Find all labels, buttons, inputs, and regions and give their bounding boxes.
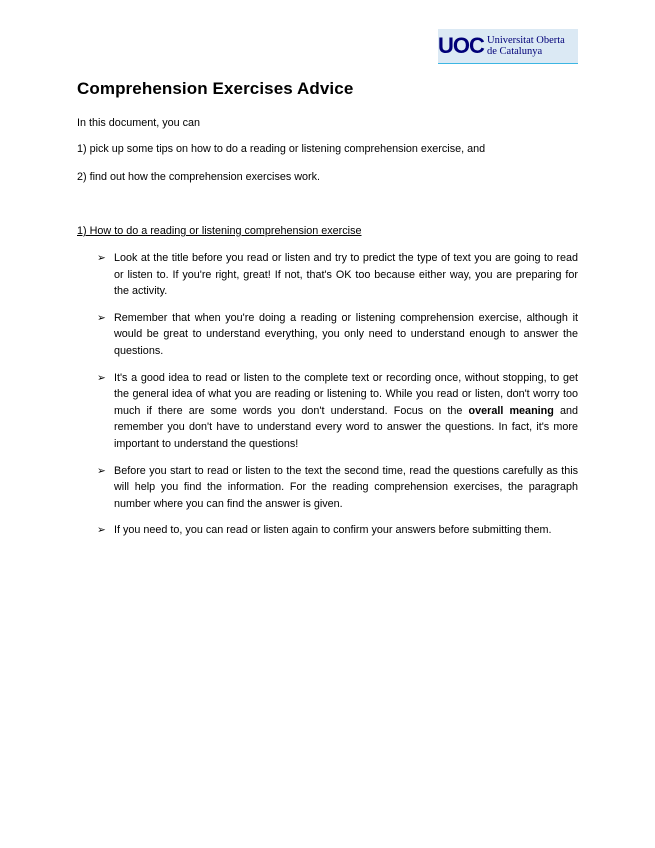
bullet-arrow-icon: ➢ [97, 524, 106, 537]
tip-item [97, 370, 578, 453]
tip-item [97, 522, 578, 539]
intro-option-1: 1) pick up some tips on how to do a reading or listening comprehension exercise, and [77, 143, 486, 155]
tip-item [97, 463, 578, 513]
bullet-arrow-icon: ➢ [97, 252, 106, 264]
tip-text: If you need to, you can read or listen again to confirm your answers before submitting them. [114, 524, 552, 537]
uoc-logo-line1: Universitat Oberta [487, 35, 565, 46]
tip-text: Remember that when you're doing a reading or listening comprehension exercise, although it would be great to understand everything, you only need to understand enough to answer the questions. [114, 311, 578, 357]
tip-item [97, 310, 578, 360]
intro-line: In this document, you can [77, 117, 201, 129]
tip-text-part: and remember you don't have to understand every word to answer the questions. In fact, it's more important to understand the questions! [114, 404, 578, 450]
tip-text: Look at the title before you read or listen and try to predict the type of text you are going to read or listen to. If you're right, great! If not, that's OK too because either way, you are preparing for the activity. [114, 252, 578, 298]
tip-emphasis: overall meaning [468, 404, 554, 417]
bullet-arrow-icon: ➢ [97, 371, 106, 384]
tip-text: Before you start to read or listen to the text the second time, read the questions carefully as this will help you find the information. For the reading comprehension exercises, the paragraph number where you can find the answer is given. [114, 464, 578, 510]
bullet-arrow-icon: ➢ [97, 311, 106, 324]
tips-list [97, 250, 578, 549]
document-body [77, 79, 578, 537]
uoc-logo-line2: de Catalunya [487, 46, 543, 57]
section-heading: 1) How to do a reading or listening comprehension exercise [77, 225, 362, 237]
tip-item [97, 250, 578, 300]
document-title: Comprehension Exercises Advice [77, 79, 354, 98]
bullet-arrow-icon: ➢ [97, 464, 106, 477]
tip-text-part: It's a good idea to read or listen to the complete text or recording once, without stopping, to get the general idea of what you are reading or listening to. While you read or listen, don't worry too much if there are some words you don't understand. Focus on the [114, 371, 578, 417]
uoc-logo-text [484, 29, 578, 63]
intro-option-2: 2) find out how the comprehension exercises work. [77, 171, 321, 183]
uoc-logo [438, 29, 578, 64]
uoc-logo-mark: UOC [438, 33, 484, 58]
